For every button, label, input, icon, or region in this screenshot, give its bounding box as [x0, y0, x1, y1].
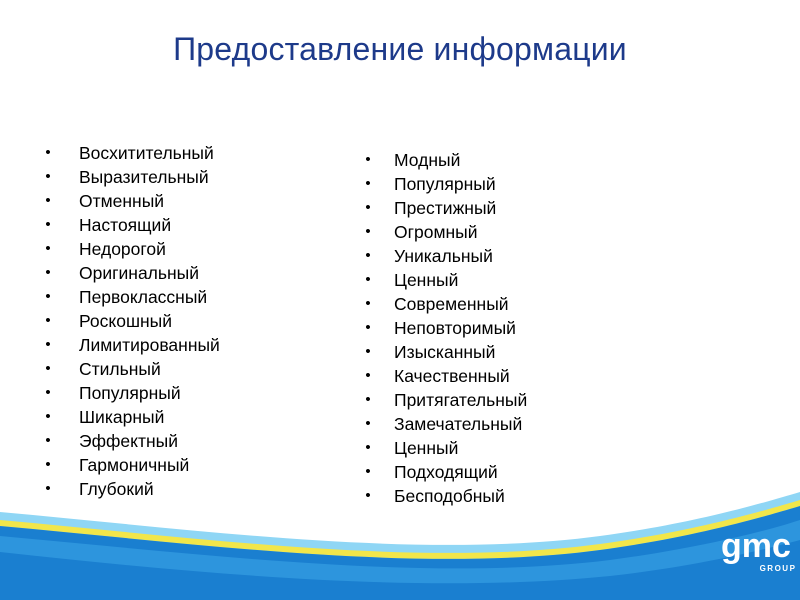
right-list-item-text: Замечательный — [394, 414, 523, 434]
left-list-item-text: Стильный — [79, 359, 161, 379]
left-list-item-text: Эффектный — [79, 431, 178, 451]
bullet-icon: • — [365, 175, 371, 192]
left-list-item-text: Шикарный — [79, 407, 165, 427]
bullet-icon: • — [45, 480, 51, 497]
left-list-item-text: Гармоничный — [79, 455, 190, 475]
bullet-icon: • — [45, 312, 51, 329]
left-list-item-text: Восхитительный — [79, 143, 214, 163]
logo-subtext: GROUP — [759, 564, 796, 573]
left-list-item-text: Оригинальный — [79, 263, 200, 283]
bullet-icon: • — [45, 456, 51, 473]
right-list-item-text: Престижный — [394, 198, 497, 218]
bullet-icon: • — [365, 151, 371, 168]
slide-title: Предоставление информации — [173, 31, 627, 67]
left-list-item-text: Недорогой — [79, 239, 166, 259]
bullet-icon: • — [365, 415, 371, 432]
logo-text: gmc — [721, 527, 791, 565]
bullet-icon: • — [365, 367, 371, 384]
bullet-icon: • — [45, 216, 51, 233]
left-list-item-text: Глубокий — [79, 479, 154, 499]
bullet-icon: • — [45, 360, 51, 377]
right-list-item-text: Огромный — [394, 222, 478, 242]
left-list-item-text: Лимитированный — [79, 335, 220, 355]
right-list-item-text: Изысканный — [394, 342, 496, 362]
left-list-item-text: Роскошный — [79, 311, 173, 331]
bullet-icon: • — [365, 343, 371, 360]
bullet-icon: • — [45, 336, 51, 353]
left-list-item-text: Отменный — [79, 191, 165, 211]
right-list-item-text: Притягательный — [394, 390, 528, 410]
right-list-item-text: Современный — [394, 294, 509, 314]
right-list-item-text: Модный — [394, 150, 461, 170]
gmc-logo — [716, 525, 796, 579]
right-list-item-text: Неповторимый — [394, 318, 516, 338]
bullet-icon: • — [45, 288, 51, 305]
bullet-icon: • — [45, 432, 51, 449]
bullet-icon: • — [365, 199, 371, 216]
bullet-icon: • — [45, 264, 51, 281]
bullet-icon: • — [45, 408, 51, 425]
bullet-icon: • — [45, 168, 51, 185]
left-list-item-text: Популярный — [79, 383, 181, 403]
bullet-icon: • — [45, 240, 51, 257]
bullet-icon: • — [365, 271, 371, 288]
bullet-icon: • — [365, 223, 371, 240]
footer-wave-band — [0, 490, 800, 600]
right-list-item-text: Ценный — [394, 270, 459, 290]
right-list-item-text: Уникальный — [394, 246, 493, 266]
bullet-icon: • — [45, 192, 51, 209]
right-list-item-text: Качественный — [394, 366, 510, 386]
left-list-item-text: Настоящий — [79, 215, 172, 235]
bullet-icon: • — [365, 439, 371, 456]
right-list-item-text: Бесподобный — [394, 486, 505, 506]
left-list-item-text: Первоклассный — [79, 287, 208, 307]
right-list-item-text: Ценный — [394, 438, 459, 458]
bullet-icon: • — [365, 295, 371, 312]
bullet-icon: • — [45, 384, 51, 401]
bullet-icon: • — [365, 319, 371, 336]
bullet-icon: • — [365, 487, 371, 504]
bullet-icon: • — [365, 391, 371, 408]
bullet-icon: • — [365, 247, 371, 264]
bullet-icon: • — [45, 144, 51, 161]
bullet-icon: • — [365, 463, 371, 480]
right-list-item-text: Популярный — [394, 174, 496, 194]
left-list-item-text: Выразительный — [79, 167, 209, 187]
right-list-item-text: Подходящий — [394, 462, 498, 482]
